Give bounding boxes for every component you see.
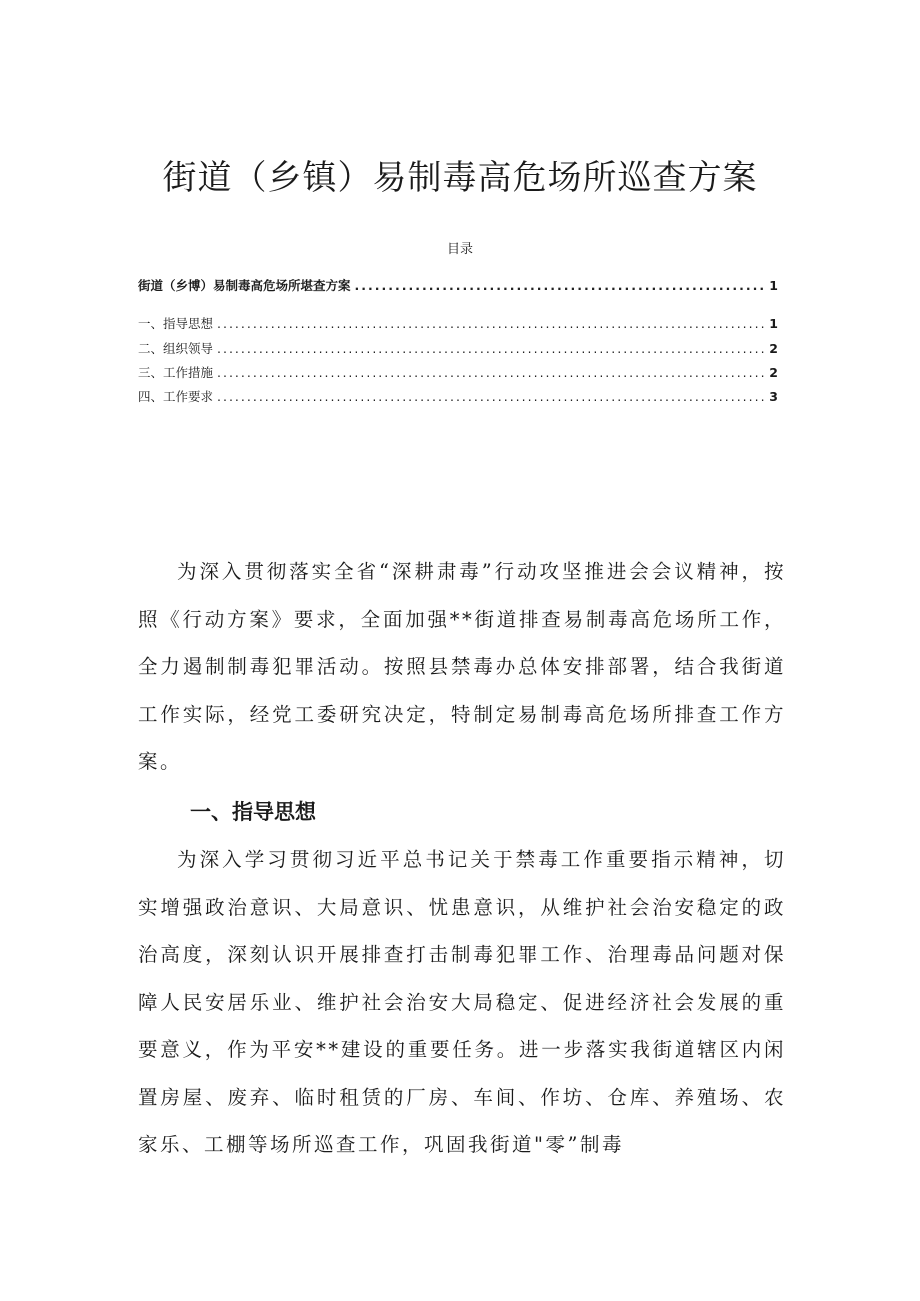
- toc-entry-label: 四、工作要求: [138, 389, 214, 404]
- toc-entry-page: 1: [769, 278, 778, 293]
- section1-paragraph: 为深入学习贯彻习近平总书记关于禁毒工作重要指示精神，切实增强政治意识、大局意识、忧患意识，从维护社会治安稳定的政治高度，深刻认识开展排查打击制毒犯罪工作、治理毒品问题对保障人民安居乐业、维护社会治安大局稳定、促进经济社会发展的重要意义，作为平安**建设的重要任务。进一步落实我街道辖区内闲置房屋、废弃、临时租赁的厂房、车间、作坊、仓库、养殖场、农家乐、工棚等场所巡查工作，巩固我街道"零”制毒: [138, 848, 786, 1156]
- toc-entry-page: 2: [769, 341, 778, 356]
- toc-entry-label: 二、组织领导: [138, 341, 214, 356]
- section-heading-guiding-thought: 一、指导思想: [190, 800, 316, 824]
- toc-leader-dots: [355, 278, 766, 293]
- toc-leader-dots: [217, 389, 765, 404]
- toc-leader-dots: [217, 341, 765, 356]
- intro-paragraph: 为深入贯彻落实全省“深耕肃毒”行动攻坚推进会会议精神，按照《行动方案》要求，全面加强**街道排查易制毒高危场所工作，全力遏制制毒犯罪活动。按照县禁毒办总体安排部署，结合我街道工作实际，经党工委研究决定，特制定易制毒高危场所排查工作方案。: [138, 560, 786, 773]
- toc-entry-page: 2: [769, 365, 778, 380]
- toc-leader-dots: [217, 316, 765, 331]
- toc-entry-label: 街道（乡博）易制毒高危场所堪查方案: [138, 278, 351, 293]
- section1-block: [138, 836, 786, 1169]
- toc-heading: 目录: [446, 242, 473, 257]
- toc-entry-label: 三、工作措施: [138, 365, 214, 380]
- toc-entry-section-2[interactable]: [138, 339, 778, 357]
- document-title: 街道（乡镇）易制毒高危场所巡查方案: [162, 158, 758, 198]
- toc-entry-page: 3: [769, 389, 778, 404]
- toc-entry-section-4[interactable]: [138, 387, 778, 405]
- toc-entry-section-1[interactable]: [138, 314, 778, 332]
- intro-block: [138, 548, 786, 786]
- toc-entry-page: 1: [769, 316, 778, 331]
- toc-leader-dots: [217, 365, 765, 380]
- toc-entry-section-3[interactable]: [138, 363, 778, 381]
- toc-entry-title[interactable]: [138, 276, 778, 294]
- toc-entry-label: 一、指导思想: [138, 316, 214, 331]
